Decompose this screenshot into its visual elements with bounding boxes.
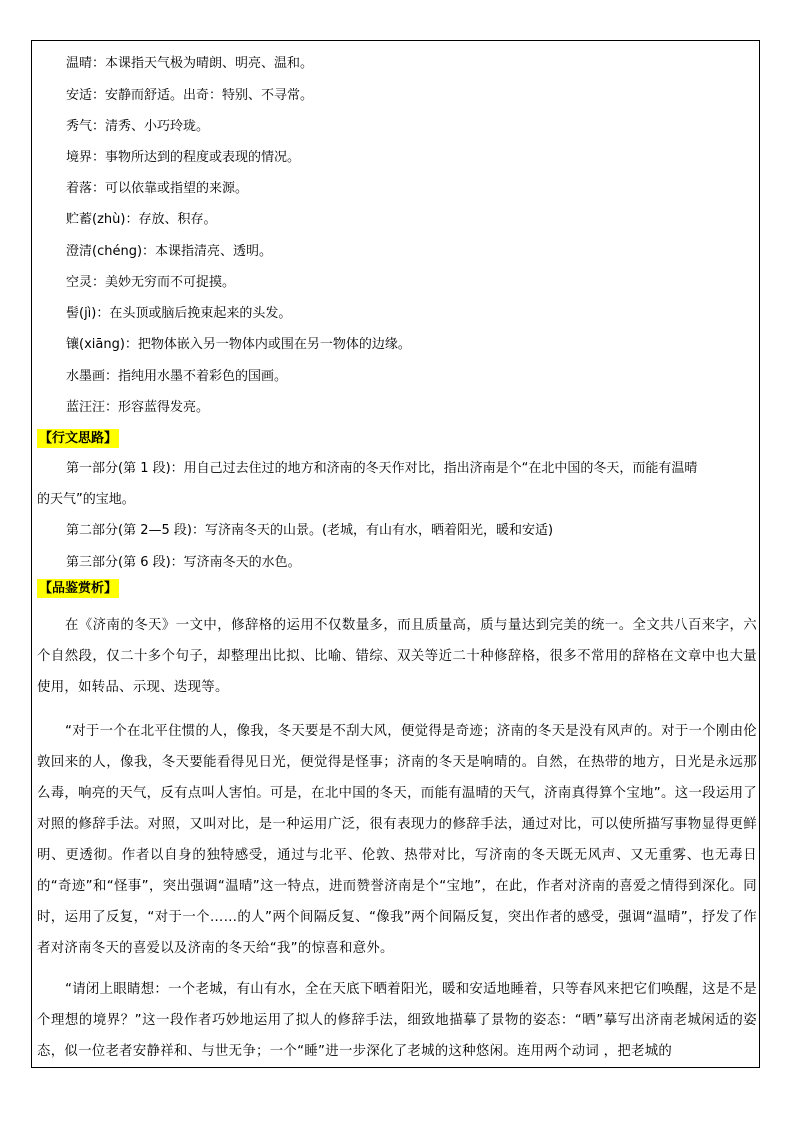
glossary-item: 安适：安静而舒适。出奇：特别、不寻常。 [66,88,314,103]
glossary-item: 水墨画：指纯用水墨不着彩色的国画。 [66,369,288,384]
analysis-paragraph: 在《济南的冬天》一文中，修辞格的运用不仅数量多，而且质量高，质与量达到完美的统一。全文共八百来字，六个自然段，仅二十多个句子，却整理出比拟、比喻、错综、双关等近二十种修辞格，很多不常用的辞格在文章中也大量使用，如转品、示现、迭现等。 [37,618,757,695]
glossary-item: 澄清(chéng)：本课指清亮、透明。 [66,244,273,259]
analysis-paragraph: “请闭上眼睛想：一个老城，有山有水，全在天底下晒着阳光，暖和安适地睡着，只等春风来把它们唤醒，这是不是个理想的境界？”这一段作者巧妙地运用了拟人的修辞手法，细致地描摹了景物的姿态：“晒”摹写出济南老城闲适的姿态，似一位老者安静祥和、与世无争；一个“睡”进一步深化了老城的这种悠闲。连用两个动词 ，把老城的 [37,982,757,1059]
outline-part-1: 第一部分(第 1 段)：用自己过去住过的地方和济南的冬天作对比，指出济南是个“在北中国的冬天，而能有温晴 [66,461,698,476]
section-heading-writing-ideas: 【行文思路】 [39,431,118,446]
outline-part-2: 第二部分(第 2—5 段)：写济南冬天的山景。(老城，有山有水，晒着阳光，暖和安适) [66,523,554,538]
glossary-item: 髻(jì)：在头顶或脑后挽束起来的头发。 [66,306,292,321]
analysis-paragraph: “对于一个在北平住惯的人，像我，冬天要是不刮大风，便觉得是奇迹；济南的冬天是没有风声的。对于一个刚由伦敦回来的人，像我，冬天要能看得见日光，便觉得是怪事；济南的冬天是响晴的。自然，在热带的地方，日光是永远那么毒，响亮的天气，反有点叫人害怕。可是，在北中国的冬天，而能有温晴的天气，济南真得算个宝地”。这一段运用了对照的修辞手法。对照，又叫对比，是一种运用广泛，很有表现力的修辞手法，通过对比，可以使所描写事物显得更鲜明、更透彻。作者以自身的独特感受，通过与北平、伦敦、热带对比，写济南的冬天既无风声、又无重雾、也无毒日的“奇迹”和“怪事”，突出强调“温晴”这一特点，进而赞誉济南是个“宝地”，在此，作者对济南的喜爱之情得到深化。同时，运用了反复，“对于一个……的人”两个间隔反复、“像我”两个间隔反复，突出作者的感受，强调“温晴”，抒发了作者对济南冬天的喜爱以及济南的冬天给“我”的惊喜和意外。 [37,724,757,956]
glossary-item: 秀气：清秀、小巧玲珑。 [66,119,210,134]
glossary-item: 蓝汪汪：形容蓝得发亮。 [66,400,210,415]
section-heading-appreciation: 【品鉴赏析】 [39,581,118,596]
glossary-item: 温晴：本课指天气极为晴朗、明亮、温和。 [66,56,314,71]
glossary-item: 着落：可以依靠或指望的来源。 [66,181,249,196]
glossary-item: 空灵：美妙无穷而不可捉摸。 [66,275,236,290]
glossary-item: 贮蓄(zhù)：存放、积存。 [66,212,217,227]
outline-part-1-continued: 的天气”的宝地。 [37,492,135,507]
glossary-item: 境界：事物所达到的程度或表现的情况。 [66,150,301,165]
glossary-item: 镶(xiāng)：把物体嵌入另一物体内或围在另一物体的边缘。 [66,337,411,352]
outline-part-3: 第三部分(第 6 段)：写济南冬天的水色。 [66,555,301,570]
